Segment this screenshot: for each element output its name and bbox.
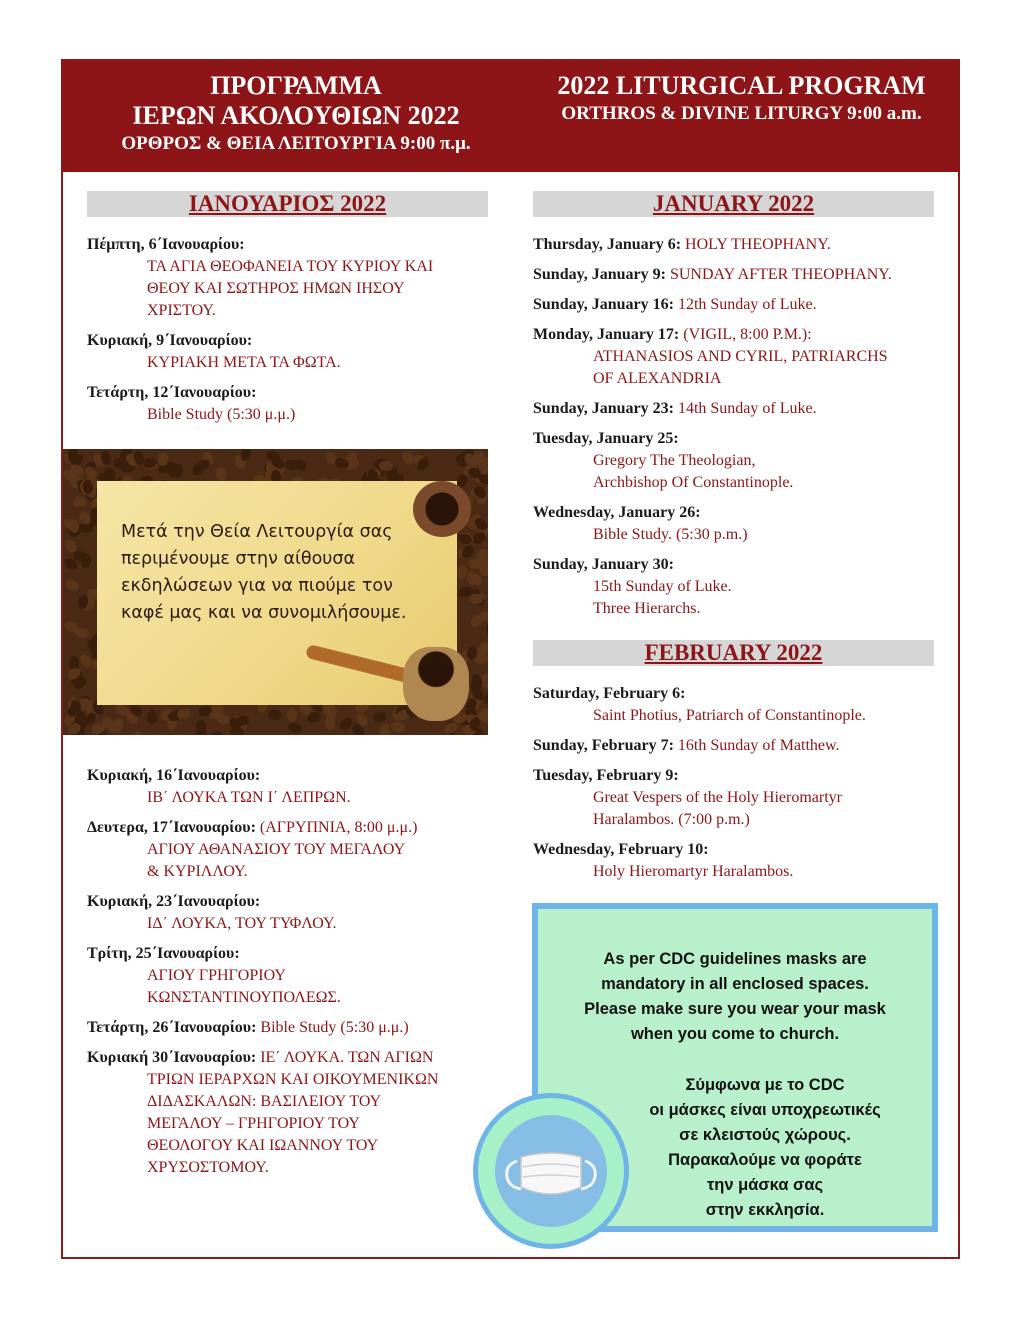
english-header bbox=[529, 71, 954, 127]
greek-title-line-2: ΙΕΡΩΝ ΑΚΟΛΟΥΘΙΩΝ 2022 bbox=[132, 101, 460, 130]
schedule-entry bbox=[87, 817, 487, 883]
entry-date-line bbox=[87, 382, 487, 404]
coffee-bean bbox=[372, 710, 388, 723]
schedule-entry bbox=[533, 324, 943, 390]
entry-date-line bbox=[533, 839, 943, 861]
mask-notice-greek bbox=[568, 1073, 962, 1223]
face-mask-icon bbox=[495, 1115, 607, 1227]
entry-service-line: ΤΑ ΑΓΙΑ ΘΕΟΦΑΝΕΙΑ ΤΟΥ ΚΥΡΙΟΥ ΚΑΙ bbox=[147, 258, 434, 275]
entry-date: Tuesday, February 9: bbox=[533, 767, 679, 784]
schedule-entry bbox=[533, 554, 943, 620]
schedule-entry bbox=[87, 765, 487, 809]
entry-date-line bbox=[533, 735, 943, 757]
mask-notice-line: Παρακαλούμε να φοράτε bbox=[668, 1151, 862, 1169]
coffee-cup-icon bbox=[413, 481, 471, 537]
coffee-bean bbox=[287, 707, 298, 722]
schedule-entry bbox=[533, 765, 943, 831]
entry-service-inline: 12th Sunday of Luke. bbox=[677, 296, 817, 313]
entry-service-line: Gregory The Theologian, bbox=[593, 452, 756, 469]
entry-service-line: 15th Sunday of Luke. bbox=[593, 578, 732, 595]
entry-date-line bbox=[87, 817, 487, 839]
schedule-entry bbox=[533, 428, 943, 494]
schedule-entry bbox=[87, 330, 487, 374]
coffee-bean bbox=[390, 721, 406, 734]
schedule-entry bbox=[87, 234, 487, 322]
entry-service-inline: ΙΕ΄ ΛΟΥΚΑ. ΤΩΝ ΑΓΙΩΝ bbox=[260, 1049, 434, 1066]
entry-date: Κυριακή, 16΄Ιανουαρίου: bbox=[87, 767, 261, 784]
entry-service-line: Archbishop Of Constantinople. bbox=[593, 474, 794, 491]
schedule-entry bbox=[87, 382, 487, 426]
schedule-entry bbox=[87, 891, 487, 935]
entry-service-inline: (ΑΓΡΥΠΝΙΑ, 8:00 μ.μ.) bbox=[259, 819, 418, 836]
coffee-bean bbox=[63, 578, 80, 593]
schedule-entry bbox=[533, 398, 943, 420]
greek-month-label: ΙΑΝΟΥΑΡΙΟΣ 2022 bbox=[188, 191, 387, 216]
entry-service-line: Haralambos. (7:00 p.m.) bbox=[593, 811, 750, 828]
schedule-entry bbox=[533, 264, 943, 286]
coffee-pot-icon bbox=[403, 647, 469, 721]
entry-date-line bbox=[533, 428, 943, 450]
coffee-bean bbox=[287, 721, 303, 735]
coffee-bean bbox=[80, 554, 92, 569]
coffee-bean bbox=[147, 709, 157, 723]
entry-service-line: ΧΡΥΣΟΣΤΟΜΟΥ. bbox=[147, 1159, 269, 1176]
coffee-hour-image bbox=[63, 449, 488, 735]
entry-date: Sunday, January 9: bbox=[533, 266, 666, 283]
entry-date-line bbox=[533, 554, 943, 576]
entry-service-line: & ΚΥΡΙΛΛΟΥ. bbox=[147, 863, 248, 880]
schedule-entry bbox=[533, 502, 943, 546]
schedule-entry bbox=[533, 839, 943, 883]
entry-service-inline: HOLY THEOPHANY. bbox=[685, 236, 831, 253]
mask-notice-line: σε κλειστούς χώρους. bbox=[679, 1126, 851, 1144]
english-subtitle: ORTHROS & DIVINE LITURGY 9:00 a.m. bbox=[561, 103, 922, 124]
english-title: 2022 LITURGICAL PROGRAM bbox=[557, 71, 926, 100]
entry-date-line bbox=[533, 324, 943, 346]
entry-date: Wednesday, February 10: bbox=[533, 841, 709, 858]
mask-notice-line: στην εκκλησία. bbox=[705, 1201, 825, 1219]
entry-date: Thursday, January 6: bbox=[533, 236, 682, 253]
january-schedule bbox=[533, 234, 943, 628]
entry-date-line bbox=[533, 234, 943, 256]
february-month-label: FEBRUARY 2022 bbox=[644, 640, 823, 665]
entry-date-line bbox=[533, 294, 943, 316]
entry-date-line bbox=[87, 765, 487, 787]
entry-date: Κυριακή, 9΄Ιανουαρίου: bbox=[87, 332, 253, 349]
january-month-label: JANUARY 2022 bbox=[652, 191, 815, 216]
header-banner bbox=[61, 59, 960, 172]
entry-date-line bbox=[87, 891, 487, 913]
entry-service-line: ΑΓΙΟΥ ΑΘΑΝΑΣΙΟΥ ΤΟΥ ΜΕΓΑΛΟΥ bbox=[147, 841, 406, 858]
schedule-entry bbox=[533, 234, 943, 256]
entry-service-line: ΘΕΟΥ ΚΑΙ ΣΩΤΗΡΟΣ ΗΜΩΝ ΙΗΣΟΥ bbox=[147, 280, 405, 297]
entry-service-line: OF ALEXANDRIA bbox=[593, 370, 722, 387]
greek-header bbox=[61, 71, 531, 157]
entry-date: Wednesday, January 26: bbox=[533, 504, 701, 521]
entry-service-line: ΚΥΡΙΑΚΗ ΜΕΤΑ ΤΑ ΦΩΤΑ. bbox=[147, 354, 341, 371]
entry-service-line: Bible Study. (5:30 p.m.) bbox=[593, 526, 748, 543]
entry-service-inline: Bible Study (5:30 μ.μ.) bbox=[260, 1019, 409, 1036]
entry-service-inline: SUNDAY AFTER THEOPHANY. bbox=[669, 266, 892, 283]
entry-service-inline: (VIGIL, 8:00 P.M.): bbox=[683, 326, 812, 343]
entry-date-line bbox=[533, 683, 943, 705]
entry-service-line: ATHANASIOS AND CYRIL, PATRIARCHS bbox=[593, 348, 888, 365]
entry-date: Κυριακή 30΄Ιανουαρίου: bbox=[87, 1049, 257, 1066]
entry-date: Sunday, January 16: bbox=[533, 296, 674, 313]
january-month-heading bbox=[533, 191, 934, 217]
entry-date: Saturday, February 6: bbox=[533, 685, 686, 702]
schedule-entry bbox=[87, 1047, 487, 1179]
coffee-bean bbox=[132, 730, 142, 735]
schedule-entry bbox=[533, 735, 943, 757]
entry-service-line: Great Vespers of the Holy Hieromartyr bbox=[593, 789, 842, 806]
entry-date-line bbox=[87, 330, 487, 352]
greek-schedule-top bbox=[87, 234, 487, 434]
coffee-bean bbox=[380, 724, 390, 735]
entry-service-line: ΔΙΔΑΣΚΑΛΩΝ: ΒΑΣΙΛΕΙΟΥ ΤΟΥ bbox=[147, 1093, 382, 1110]
schedule-entry bbox=[533, 683, 943, 727]
entry-date: Πέμπτη, 6΄Ιανουαρίου: bbox=[87, 236, 245, 253]
entry-date-line bbox=[533, 398, 943, 420]
entry-service-inline: 16th Sunday of Matthew. bbox=[677, 737, 840, 754]
coffee-bean bbox=[325, 716, 336, 731]
entry-date: Τετάρτη, 26΄Ιανουαρίου: bbox=[87, 1019, 257, 1036]
entry-date-line bbox=[87, 943, 487, 965]
mask-notice-line: οι μάσκες είναι υποχρεωτικές bbox=[649, 1101, 881, 1119]
coffee-bean bbox=[196, 720, 206, 734]
february-schedule bbox=[533, 683, 943, 891]
coffee-bean bbox=[215, 466, 227, 482]
entry-service-line: ΚΩΝΣΤΑΝΤΙΝΟΥΠΟΛΕΩΣ. bbox=[147, 989, 341, 1006]
entry-date-line bbox=[533, 765, 943, 787]
greek-subtitle: ΟΡΘΡΟΣ & ΘΕΙΑ ΛΕΙΤΟΥΡΓΙΑ 9:00 π.μ. bbox=[121, 133, 471, 154]
entry-service-line: Bible Study (5:30 μ.μ.) bbox=[147, 406, 296, 423]
entry-date-line bbox=[87, 1017, 487, 1039]
entry-date-line bbox=[87, 1047, 487, 1069]
entry-service-line: Three Hierarchs. bbox=[593, 600, 701, 617]
mask-notice-line: την μάσκα σας bbox=[706, 1176, 824, 1194]
entry-service-line: ΤΡΙΩΝ ΙΕΡΑΡΧΩΝ ΚΑΙ ΟΙΚΟΥΜΕΝΙΚΩΝ bbox=[147, 1071, 439, 1088]
entry-service-line: ΜΕΓΑΛΟΥ – ΓΡΗΓΟΡΙΟΥ ΤΟΥ bbox=[147, 1115, 360, 1132]
greek-month-heading bbox=[87, 191, 488, 217]
entry-service-line: ΑΓΙΟΥ ΓΡΗΓΟΡΙΟΥ bbox=[147, 967, 286, 984]
mask-notice-line: As per CDC guidelines masks are bbox=[603, 950, 867, 968]
entry-date: Δευτερα, 17΄Ιανουαρίου: bbox=[87, 819, 256, 836]
schedule-entry bbox=[533, 294, 943, 316]
entry-date: Κυριακή, 23΄Ιανουαρίου: bbox=[87, 893, 261, 910]
coffee-hour-message: Μετά την Θεία Λειτουργία σας περιμένουμε στην αίθουσα εκδηλώσεων για να πιούμε τον καφέ μας και να συνομιλήσουμε. bbox=[121, 522, 407, 623]
mask-badge-inner bbox=[495, 1115, 607, 1227]
entry-service-line: Holy Hieromartyr Haralambos. bbox=[593, 863, 794, 880]
entry-date: Tuesday, January 25: bbox=[533, 430, 679, 447]
entry-date: Τρίτη, 25΄Ιανουαρίου: bbox=[87, 945, 240, 962]
mask-badge bbox=[473, 1093, 629, 1249]
entry-date-line bbox=[533, 502, 943, 524]
entry-date: Sunday, February 7: bbox=[533, 737, 674, 754]
mask-notice-line: when you come to church. bbox=[630, 1025, 840, 1043]
schedule-entry bbox=[87, 1017, 487, 1039]
entry-date: Monday, January 17: bbox=[533, 326, 680, 343]
coffee-bean bbox=[284, 459, 299, 470]
coffee-bean bbox=[486, 622, 488, 637]
mask-notice-line: Please make sure you wear your mask bbox=[584, 1000, 886, 1018]
entry-service-line: ΙΔ΄ ΛΟΥΚΑ, ΤΟΥ ΤΥΦΛΟΥ. bbox=[147, 915, 337, 932]
entry-date-line bbox=[533, 264, 943, 286]
mask-notice-line: Σύμφωνα με το CDC bbox=[685, 1076, 845, 1094]
entry-service-line: ΘΕΟΛΟΓΟΥ ΚΑΙ ΙΩΑΝΝΟΥ ΤΟΥ bbox=[147, 1137, 379, 1154]
coffee-bean bbox=[401, 450, 416, 467]
schedule-entry bbox=[87, 943, 487, 1009]
coffee-bean bbox=[207, 729, 224, 735]
entry-date-line bbox=[87, 234, 487, 256]
entry-service-line: Saint Photius, Patriarch of Constantinople. bbox=[593, 707, 866, 724]
coffee-bean bbox=[73, 497, 88, 508]
coffee-bean bbox=[267, 709, 283, 721]
entry-service-line: ΙΒ΄ ΛΟΥΚΑ ΤΩΝ Ι΄ ΛΕΠΡΩΝ. bbox=[147, 789, 351, 806]
entry-date: Sunday, January 30: bbox=[533, 556, 674, 573]
mask-notice-line: mandatory in all enclosed spaces. bbox=[601, 975, 869, 993]
entry-service-inline: 14th Sunday of Luke. bbox=[677, 400, 817, 417]
entry-date: Sunday, January 23: bbox=[533, 400, 674, 417]
entry-service-line: ΧΡΙΣΤΟΥ. bbox=[147, 302, 216, 319]
february-month-heading bbox=[533, 640, 934, 666]
entry-date: Τετάρτη, 12΄Ιανουαρίου: bbox=[87, 384, 257, 401]
coffee-bean bbox=[111, 716, 126, 733]
mask-notice-english bbox=[538, 947, 932, 1047]
greek-schedule-bottom bbox=[87, 765, 487, 1187]
greek-title-line-1: ΠΡΟΓΡΑΜΜΑ bbox=[210, 71, 382, 100]
